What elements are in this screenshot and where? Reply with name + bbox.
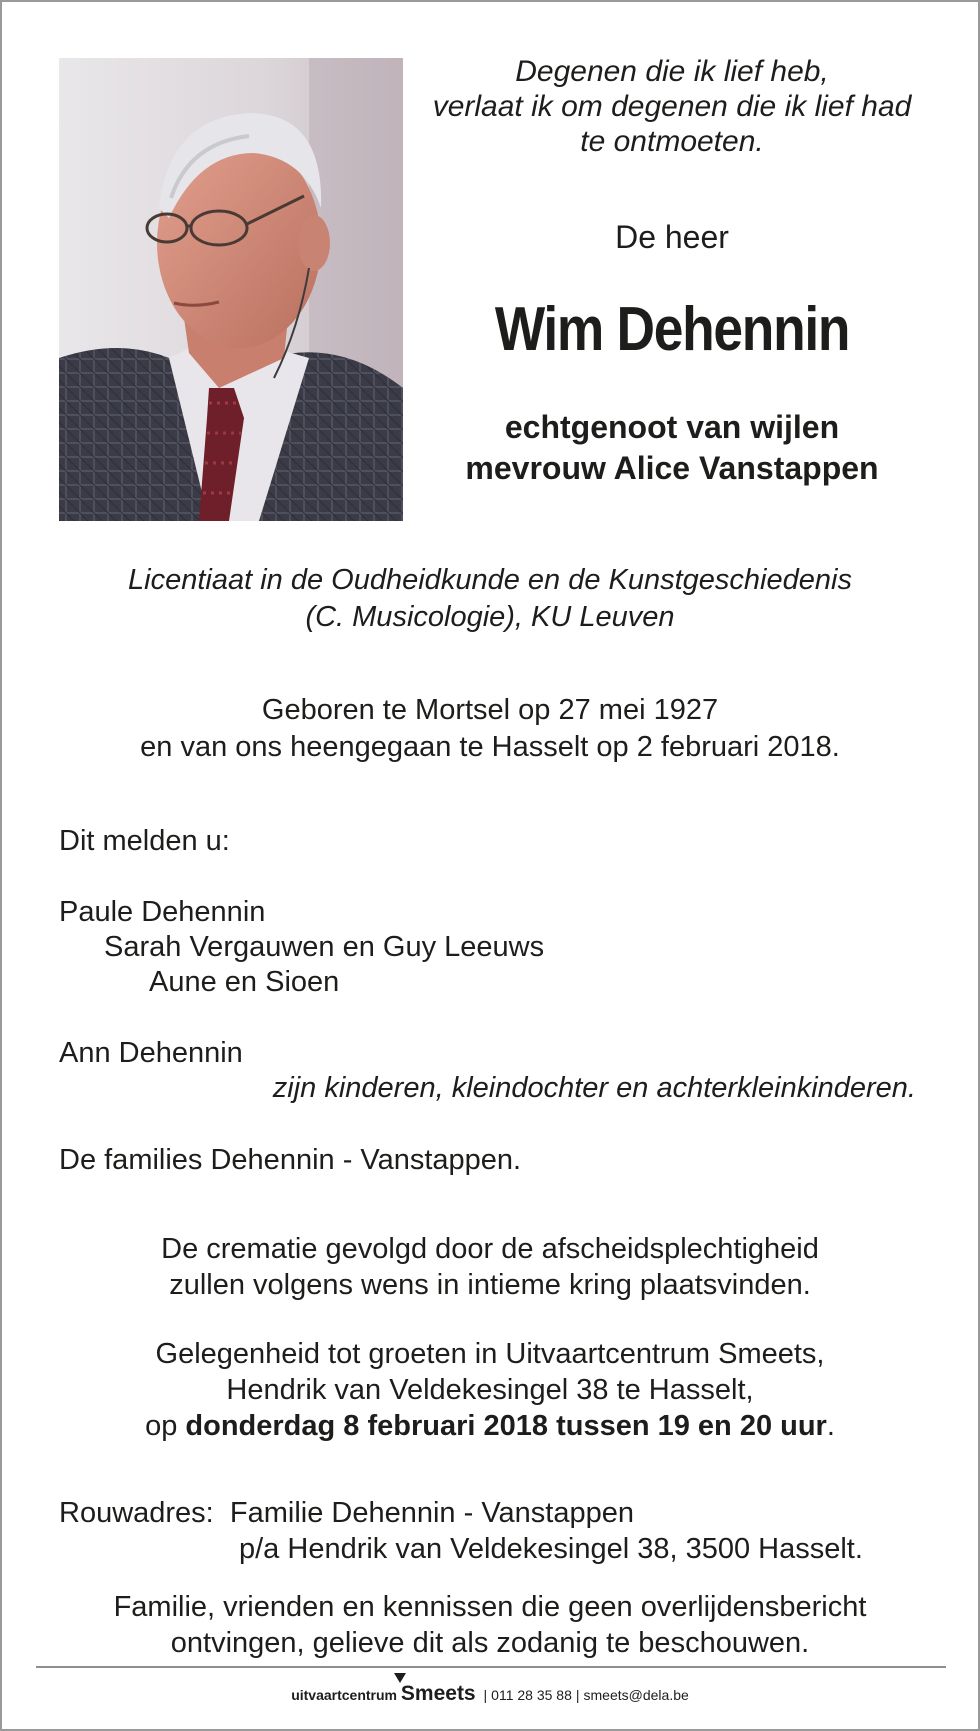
quote-line-1: Degenen die ik lief heb, bbox=[515, 55, 829, 88]
footer-brand-line bbox=[2, 1682, 978, 1706]
visitation-prefix: op bbox=[145, 1410, 186, 1442]
life-dates bbox=[2, 692, 978, 766]
quote-line-3: te ontmoeten. bbox=[580, 125, 764, 158]
spouse-line-1: echtgenoot van wijlen bbox=[504, 409, 840, 445]
birth-line: Geboren te Mortsel op 27 mei 1927 bbox=[261, 694, 719, 726]
death-line: en van ons heengegaan te Hasselt op 2 februari 2018. bbox=[140, 731, 840, 763]
visitation-suffix: . bbox=[826, 1410, 835, 1442]
degree-line-2: (C. Musicologie), KU Leuven bbox=[305, 601, 675, 633]
mourning-address-name: Familie Dehennin - Vanstappen bbox=[229, 1497, 634, 1529]
closing-note bbox=[2, 1589, 978, 1661]
spouse-info bbox=[412, 407, 932, 489]
salutation: De heer bbox=[615, 219, 729, 255]
footer-separator: | bbox=[483, 1687, 488, 1703]
cremation-line-1: De crematie gevolgd door de afscheidsplechtigheid bbox=[161, 1233, 819, 1265]
footer-divider bbox=[36, 1666, 946, 1668]
cremation-info bbox=[2, 1231, 978, 1303]
portrait-illustration bbox=[59, 58, 403, 521]
family-ann: Ann Dehennin bbox=[59, 1037, 243, 1069]
brand-name: Smeets bbox=[400, 1682, 476, 1705]
spouse-line-2: mevrouw Alice Vanstappen bbox=[465, 450, 879, 486]
families-line: De families Dehennin - Vanstappen. bbox=[59, 1144, 522, 1176]
degree-info bbox=[2, 562, 978, 636]
announcers-intro: Dit melden u: bbox=[59, 825, 230, 857]
cremation-line-2: zullen volgens wens in intieme kring plaatsvinden. bbox=[169, 1269, 811, 1301]
mourning-address-street: p/a Hendrik van Veldekesingel 38, 3500 Hasselt. bbox=[239, 1533, 863, 1565]
closing-line-1: Familie, vrienden en kennissen die geen overlijdensbericht bbox=[113, 1591, 867, 1623]
degree-line-1: Licentiaat in de Oudheidkunde en de Kunstgeschiedenis bbox=[128, 564, 852, 596]
quote-line-2: verlaat ik om degenen die ik lief had bbox=[432, 90, 912, 123]
visitation-line-2: Hendrik van Veldekesingel 38 te Hasselt, bbox=[226, 1374, 754, 1406]
mourning-address bbox=[59, 1496, 634, 1531]
footer-separator: | bbox=[575, 1687, 580, 1703]
footer-phone: 011 28 35 88 bbox=[491, 1687, 572, 1703]
closing-line-2: ontvingen, gelieve dit als zodanig te beschouwen. bbox=[170, 1627, 810, 1659]
visitation-datetime: donderdag 8 februari 2018 tussen 19 en 20 uur bbox=[185, 1410, 827, 1442]
deceased-name: Wim Dehennin bbox=[494, 295, 850, 364]
visitation-info bbox=[2, 1336, 978, 1444]
mourning-address-label: Rouwadres: bbox=[59, 1497, 214, 1529]
family-aune-sioen: Aune en Sioen bbox=[149, 966, 340, 998]
brand-prefix: uitvaartcentrum bbox=[291, 1687, 398, 1703]
visitation-line-3 bbox=[2, 1408, 978, 1444]
memorial-quote bbox=[412, 54, 932, 159]
portrait-photo bbox=[59, 58, 403, 521]
family-relation: zijn kinderen, kleindochter en achterkleinkinderen. bbox=[272, 1072, 916, 1104]
family-sarah-guy: Sarah Vergauwen en Guy Leeuws bbox=[104, 931, 545, 963]
family-paule: Paule Dehennin bbox=[59, 896, 266, 928]
visitation-line-1: Gelegenheid tot groeten in Uitvaartcentrum Smeets, bbox=[155, 1338, 825, 1370]
footer-email: smeets@dela.be bbox=[583, 1687, 689, 1703]
